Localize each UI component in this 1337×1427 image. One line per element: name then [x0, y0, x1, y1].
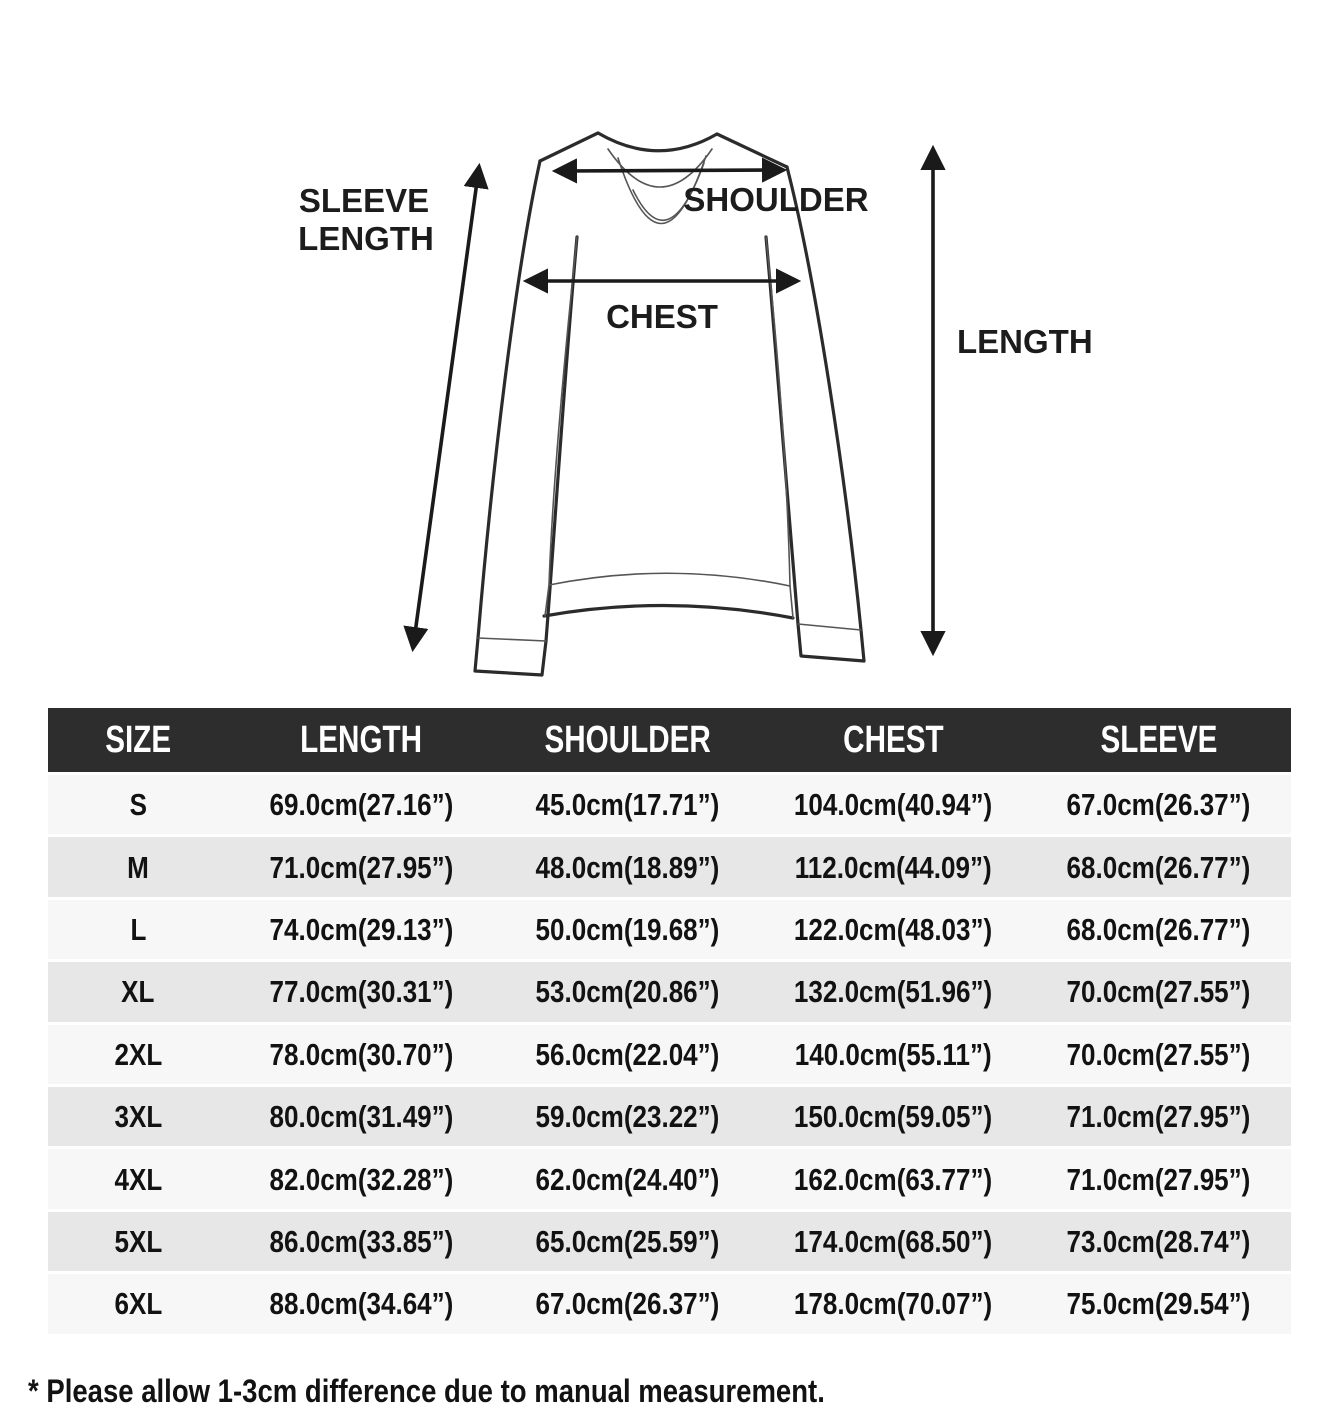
chest-cell: 150.0cm(59.05”) [794, 1099, 993, 1135]
table-row [48, 834, 1291, 896]
sleeve-cell: 70.0cm(27.55”) [1066, 1036, 1251, 1072]
sweatshirt-seam-lines [478, 149, 861, 641]
shoulder-arrow [556, 170, 783, 171]
sleeve-cell: 71.0cm(27.95”) [1066, 1161, 1251, 1197]
shoulder-cell: 67.0cm(26.37”) [535, 1286, 720, 1322]
size-cell: S [129, 787, 147, 823]
chest-cell: 104.0cm(40.94”) [794, 787, 993, 823]
table-body [48, 772, 1291, 1334]
shoulder-cell: 65.0cm(25.59”) [535, 1223, 720, 1259]
chest-cell: 122.0cm(48.03”) [794, 911, 993, 947]
length-cell: 74.0cm(29.13”) [269, 911, 454, 947]
length-cell: 71.0cm(27.95”) [269, 849, 454, 885]
length-cell: 88.0cm(34.64”) [269, 1286, 454, 1322]
sleeve-cell: 71.0cm(27.95”) [1066, 1099, 1251, 1135]
length-cell: 86.0cm(33.85”) [269, 1223, 454, 1259]
size-cell: 5XL [114, 1223, 162, 1259]
header-chest: CHEST [842, 719, 944, 761]
sleeve-length-label-line1: SLEEVE [298, 182, 430, 219]
size-cell: XL [121, 974, 155, 1010]
sleeve-cell: 70.0cm(27.55”) [1066, 974, 1251, 1010]
table-header-row [48, 708, 1291, 772]
table-row [48, 959, 1291, 1021]
shoulder-cell: 50.0cm(19.68”) [535, 911, 720, 947]
shoulder-cell: 45.0cm(17.71”) [535, 787, 720, 823]
sleeve-length-label-line2: LENGTH [298, 220, 434, 257]
header-shoulder: SHOULDER [544, 719, 711, 761]
table-row [48, 1271, 1291, 1333]
chest-cell: 112.0cm(44.09”) [794, 849, 992, 885]
shoulder-cell: 53.0cm(20.86”) [535, 974, 720, 1010]
chest-cell: 174.0cm(68.50”) [794, 1223, 993, 1259]
table-row [48, 1022, 1291, 1084]
shoulder-cell: 59.0cm(23.22”) [535, 1099, 720, 1135]
table-row [48, 1209, 1291, 1271]
size-cell: 3XL [114, 1099, 162, 1135]
shoulder-cell: 56.0cm(22.04”) [535, 1036, 720, 1072]
length-cell: 77.0cm(30.31”) [269, 974, 454, 1010]
length-cell: 78.0cm(30.70”) [269, 1036, 454, 1072]
shoulder-label: SHOULDER [683, 181, 869, 218]
size-cell: 2XL [114, 1036, 162, 1072]
chest-label: CHEST [606, 298, 718, 335]
table-row [48, 772, 1291, 834]
sleeve-cell: 68.0cm(26.77”) [1066, 849, 1251, 885]
length-cell: 80.0cm(31.49”) [269, 1099, 454, 1135]
length-label: LENGTH [957, 323, 1093, 360]
size-cell: 4XL [114, 1161, 162, 1197]
shoulder-cell: 48.0cm(18.89”) [535, 849, 720, 885]
table-row [48, 897, 1291, 959]
sleeve-cell: 73.0cm(28.74”) [1066, 1223, 1251, 1259]
header-sleeve: SLEEVE [1100, 719, 1218, 761]
sweatshirt-measurement-diagram [0, 0, 1337, 705]
table-row [48, 1146, 1291, 1208]
length-cell: 82.0cm(32.28”) [269, 1161, 454, 1197]
length-cell: 69.0cm(27.16”) [269, 787, 454, 823]
shoulder-cell: 62.0cm(24.40”) [535, 1161, 720, 1197]
table-row [48, 1084, 1291, 1146]
chest-cell: 162.0cm(63.77”) [794, 1161, 993, 1197]
size-cell: 6XL [114, 1286, 162, 1322]
header-size: SIZE [105, 719, 172, 761]
chest-cell: 178.0cm(70.07”) [794, 1286, 993, 1322]
size-chart-table [48, 708, 1291, 1334]
chest-cell: 132.0cm(51.96”) [794, 974, 993, 1010]
header-length: LENGTH [300, 719, 423, 761]
size-cell: M [127, 849, 149, 885]
measurement-footnote: * Please allow 1-3cm difference due to manual measurement. [28, 1373, 825, 1409]
sleeve-cell: 75.0cm(29.54”) [1066, 1286, 1251, 1322]
sleeve-cell: 68.0cm(26.77”) [1066, 911, 1251, 947]
sleeve-cell: 67.0cm(26.37”) [1066, 787, 1251, 823]
chest-cell: 140.0cm(55.11”) [794, 1036, 992, 1072]
size-cell: L [130, 911, 147, 947]
